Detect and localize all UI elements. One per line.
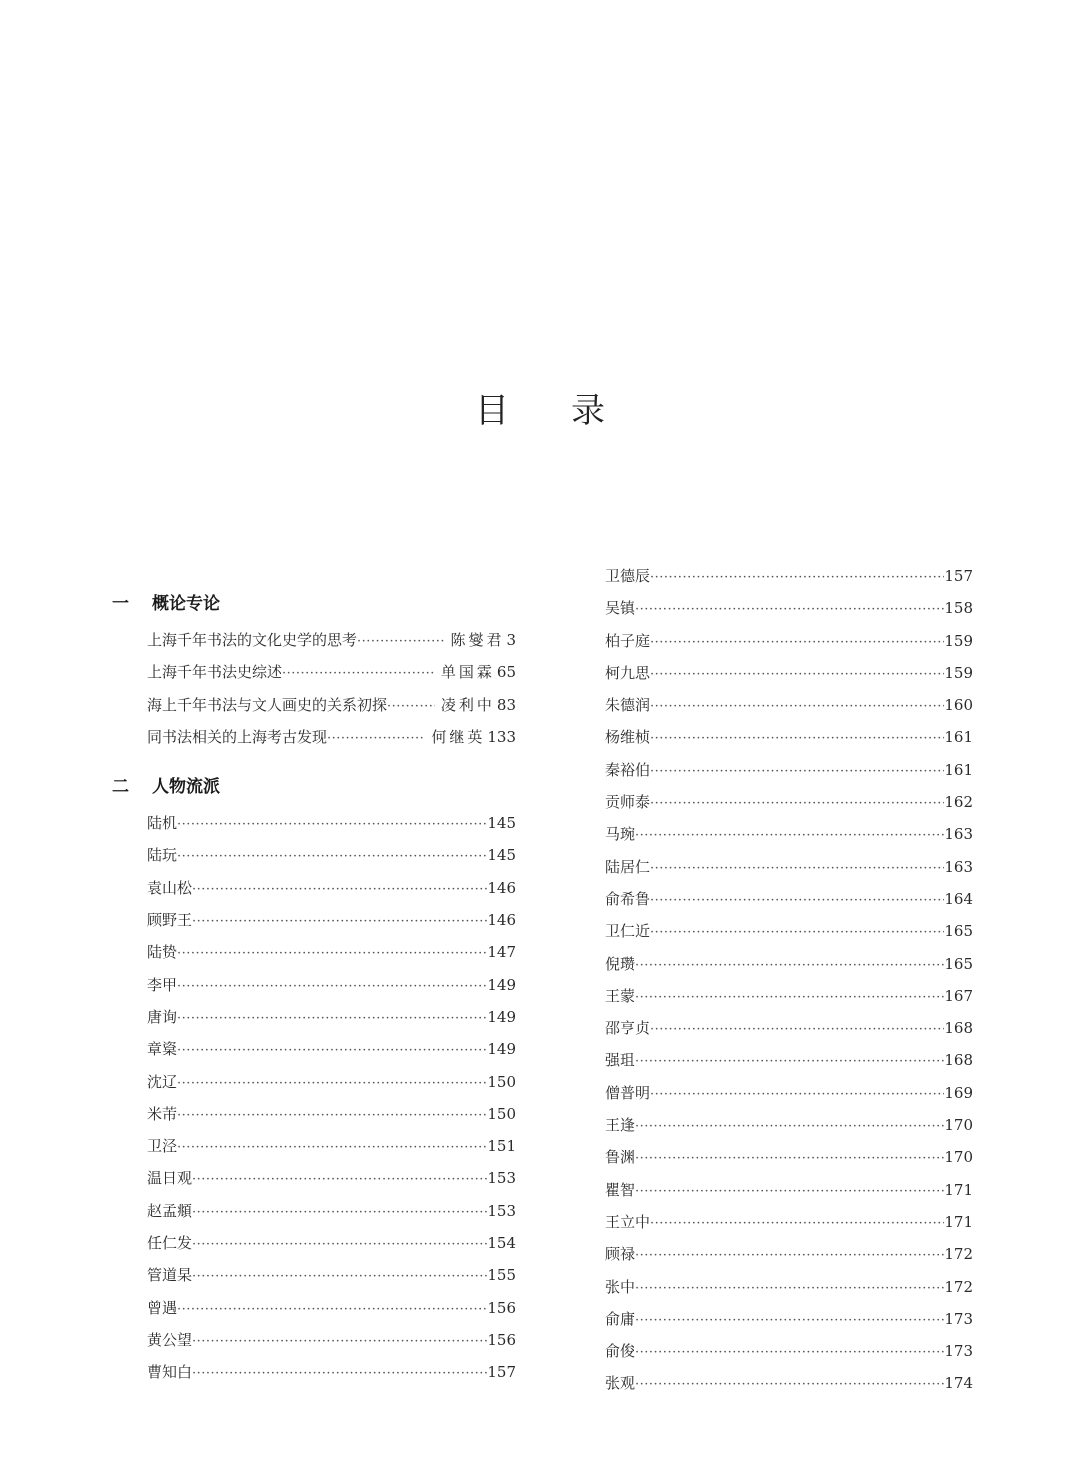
dot-leader [177, 1068, 487, 1098]
entry-page-number: 172 [944, 1277, 973, 1296]
toc-entry[interactable] [147, 1033, 516, 1065]
entry-title: 强珇 [605, 1051, 636, 1070]
entry-page-number: 165 [944, 954, 973, 973]
entry-page-number: 145 [487, 846, 516, 865]
dot-leader [635, 1046, 944, 1076]
entry-page-number: 157 [944, 567, 973, 585]
dot-leader [650, 1014, 944, 1044]
toc-entry[interactable] [605, 1303, 973, 1335]
entry-title: 顾野王 [147, 911, 193, 930]
entry-page-number: 153 [487, 1169, 516, 1188]
dot-leader [635, 982, 944, 1012]
dot-leader [177, 841, 487, 871]
entry-title: 鲁渊 [605, 1148, 636, 1167]
dot-leader [327, 723, 425, 753]
entry-title: 邵亨贞 [605, 1019, 651, 1038]
entry-title: 俞俊 [605, 1342, 636, 1361]
entry-author: 单国霖 [440, 663, 495, 682]
toc-entry[interactable] [147, 1195, 516, 1227]
toc-entry[interactable] [605, 948, 973, 980]
dot-leader [192, 906, 487, 936]
entry-title: 俞庸 [605, 1309, 636, 1328]
toc-entry[interactable] [605, 1238, 973, 1270]
entry-title: 陆玩 [147, 846, 178, 865]
toc-entry[interactable] [147, 1130, 516, 1162]
dot-leader [192, 874, 487, 904]
entry-title: 管道杲 [147, 1266, 193, 1285]
dot-leader [177, 1003, 487, 1033]
dot-leader [635, 1337, 944, 1367]
entry-title: 曹知白 [147, 1363, 193, 1382]
entry-page-number: 168 [944, 1051, 973, 1070]
toc-entry[interactable] [147, 689, 516, 721]
entry-title: 朱德润 [605, 696, 651, 715]
toc-entry[interactable] [605, 1109, 973, 1141]
entry-page-number: 146 [487, 878, 516, 897]
toc-entry-list [605, 560, 973, 1400]
toc-entry[interactable] [147, 1066, 516, 1098]
section-heading [112, 771, 516, 797]
toc-entry[interactable] [605, 1174, 973, 1206]
dot-leader [387, 691, 435, 721]
toc-entry[interactable] [147, 872, 516, 904]
dot-leader [282, 658, 435, 688]
toc-entry[interactable] [147, 1098, 516, 1130]
page-title [0, 391, 1080, 431]
entry-title: 唐询 [147, 1007, 178, 1026]
entry-page-number: 149 [487, 1007, 516, 1026]
dot-leader [192, 1358, 487, 1388]
entry-page-number: 168 [944, 1019, 973, 1038]
dot-leader [650, 885, 944, 915]
toc-entry[interactable] [147, 839, 516, 871]
toc-entry[interactable] [605, 915, 973, 947]
entry-page-number: 147 [487, 943, 516, 962]
section-name: 人物流派 [152, 776, 220, 797]
entry-title: 章楶 [147, 1040, 178, 1059]
dot-leader [192, 1197, 487, 1227]
entry-page-number: 146 [487, 911, 516, 930]
section-spacer [112, 753, 516, 771]
entry-title: 同书法相关的上海考古发现 [147, 727, 328, 746]
entry-title: 曾遇 [147, 1298, 178, 1317]
toc-entry-list [147, 807, 516, 1388]
toc-entry[interactable] [605, 1335, 973, 1367]
entry-page-number: 157 [487, 1363, 516, 1382]
entry-title: 任仁发 [147, 1234, 193, 1253]
entry-title: 俞希鲁 [605, 889, 651, 908]
entry-title: 柯九思 [605, 663, 651, 682]
entry-title: 卫泾 [147, 1137, 178, 1156]
dot-leader [177, 938, 487, 968]
entry-page-number: 156 [487, 1298, 516, 1317]
toc-entry[interactable] [605, 786, 973, 818]
dot-leader [635, 1143, 944, 1173]
entry-title: 顾禄 [605, 1245, 636, 1264]
entry-title: 沈辽 [147, 1072, 178, 1091]
dot-leader [635, 594, 944, 624]
entry-title: 卫仁近 [605, 922, 651, 941]
entry-title: 赵孟頫 [147, 1201, 193, 1220]
entry-page-number: 65 [496, 663, 516, 682]
toc-entry[interactable] [605, 1271, 973, 1303]
entry-title: 王逢 [605, 1116, 636, 1135]
entry-page-number: 159 [944, 663, 973, 682]
dot-leader [177, 1132, 487, 1162]
entry-page-number: 173 [944, 1309, 973, 1328]
entry-page-number: 83 [496, 695, 516, 714]
toc-entry[interactable] [605, 689, 973, 721]
entry-page-number: 154 [487, 1234, 516, 1253]
toc-entry[interactable] [147, 1001, 516, 1033]
entry-title: 杨维桢 [605, 728, 651, 747]
dot-leader [635, 1273, 944, 1303]
entry-author: 陈燮君 [450, 631, 505, 649]
dot-leader [650, 723, 944, 753]
entry-title: 黄公望 [147, 1330, 193, 1349]
dot-leader [650, 853, 944, 883]
toc-entry[interactable] [605, 1141, 973, 1173]
toc-entry[interactable] [605, 818, 973, 850]
toc-entry[interactable] [605, 592, 973, 624]
entry-title: 上海千年书法史综述 [147, 663, 283, 682]
entry-title: 温日观 [147, 1169, 193, 1188]
entry-page-number: 133 [487, 727, 516, 746]
toc-entry[interactable] [605, 1206, 973, 1238]
dot-leader [650, 756, 944, 786]
dot-leader [192, 1229, 487, 1259]
entry-author: 何继英 [431, 727, 486, 746]
dot-leader [650, 788, 944, 818]
toc-entry[interactable] [147, 969, 516, 1001]
toc-entry[interactable] [605, 721, 973, 753]
entry-title: 张观 [605, 1374, 636, 1393]
entry-title: 陆机 [147, 814, 178, 833]
dot-leader [635, 1240, 944, 1270]
toc-entry[interactable] [605, 1077, 973, 1109]
entry-title: 王蒙 [605, 986, 636, 1005]
entry-title: 吴镇 [605, 599, 636, 618]
toc-entry[interactable] [147, 1292, 516, 1324]
entry-page-number: 159 [944, 631, 973, 650]
dot-leader [650, 691, 944, 721]
dot-leader [635, 950, 944, 980]
dot-leader [650, 1208, 944, 1238]
toc-left-column [112, 588, 516, 1389]
toc-right-column [605, 560, 973, 1400]
dot-leader [650, 917, 944, 947]
entry-page-number: 174 [944, 1374, 973, 1393]
title-char-2: 录 [571, 390, 605, 431]
entry-page-number: 164 [944, 889, 973, 908]
entry-title: 柏子庭 [605, 631, 651, 650]
dot-leader [650, 562, 944, 592]
dot-leader [177, 809, 487, 839]
entry-title: 李甲 [147, 975, 178, 994]
dot-leader [650, 659, 944, 689]
entry-author: 凌利中 [440, 695, 495, 714]
entry-page-number: 149 [487, 1040, 516, 1059]
entry-page-number: 151 [487, 1137, 516, 1156]
entry-title: 袁山松 [147, 878, 193, 897]
entry-title: 倪瓒 [605, 954, 636, 973]
toc-entry[interactable] [147, 807, 516, 839]
entry-page-number: 165 [944, 922, 973, 941]
entry-title: 贡师泰 [605, 793, 651, 812]
entry-page-number: 150 [487, 1072, 516, 1091]
entry-page-number: 149 [487, 975, 516, 994]
entry-title: 陆居仁 [605, 857, 651, 876]
toc-entry[interactable] [147, 656, 516, 688]
entry-page-number: 160 [944, 696, 973, 715]
entry-title: 瞿智 [605, 1180, 636, 1199]
dot-leader [650, 627, 944, 657]
toc-entry[interactable] [147, 1259, 516, 1291]
entry-page-number: 161 [944, 760, 973, 779]
entry-title: 陆贽 [147, 943, 178, 962]
dot-leader [650, 1079, 944, 1109]
dot-leader [177, 1035, 487, 1065]
toc-entry[interactable] [605, 657, 973, 689]
dot-leader [357, 626, 444, 656]
entry-title: 海上千年书法与文人画史的关系初探 [147, 695, 388, 714]
entry-page-number: 161 [944, 728, 973, 747]
dot-leader [192, 1261, 487, 1291]
entry-page-number: 170 [944, 1148, 973, 1167]
entry-title: 王立中 [605, 1212, 651, 1231]
entry-page-number: 173 [944, 1342, 973, 1361]
entry-title: 秦裕伯 [605, 760, 651, 779]
entry-page-number: 3 [506, 631, 516, 649]
toc-entry[interactable] [147, 1324, 516, 1356]
entry-page-number: 155 [487, 1266, 516, 1285]
dot-leader [635, 1176, 944, 1206]
dot-leader [635, 820, 944, 850]
dot-leader [192, 1164, 487, 1194]
dot-leader [177, 1294, 487, 1324]
dot-leader [635, 1111, 944, 1141]
entry-page-number: 170 [944, 1116, 973, 1135]
toc-entry[interactable] [605, 754, 973, 786]
entry-page-number: 158 [944, 599, 973, 618]
toc-entry[interactable] [605, 1044, 973, 1076]
title-char-1: 目 [475, 390, 509, 431]
entry-page-number: 153 [487, 1201, 516, 1220]
toc-entry[interactable] [605, 560, 973, 592]
entry-page-number: 171 [944, 1212, 973, 1231]
entry-title: 米芾 [147, 1104, 178, 1123]
section-heading [112, 588, 516, 614]
toc-entry[interactable] [605, 1012, 973, 1044]
entry-page-number: 156 [487, 1330, 516, 1349]
entry-page-number: 163 [944, 857, 973, 876]
dot-leader [635, 1369, 944, 1399]
toc-entry[interactable] [605, 1367, 973, 1399]
entry-page-number: 167 [944, 986, 973, 1005]
dot-leader [177, 1100, 487, 1130]
dot-leader [635, 1305, 944, 1335]
toc-entry[interactable] [147, 936, 516, 968]
entry-page-number: 162 [944, 793, 973, 812]
toc-entry[interactable] [605, 625, 973, 657]
section-number: 二 [112, 776, 129, 797]
entry-page-number: 169 [944, 1083, 973, 1102]
toc-entry[interactable] [147, 1227, 516, 1259]
toc-entry[interactable] [147, 1356, 516, 1388]
entry-title: 张中 [605, 1277, 636, 1296]
toc-entry[interactable] [605, 980, 973, 1012]
entry-title: 马琬 [605, 825, 636, 844]
section-name: 概论专论 [152, 593, 220, 614]
entry-page-number: 145 [487, 814, 516, 833]
toc-entry-list [147, 624, 516, 753]
entry-title: 僧普明 [605, 1083, 651, 1102]
toc-entry[interactable] [147, 721, 516, 753]
entry-title: 上海千年书法的文化史学的思考 [147, 631, 358, 649]
entry-page-number: 163 [944, 825, 973, 844]
toc-entry[interactable] [147, 904, 516, 936]
entry-page-number: 172 [944, 1245, 973, 1264]
toc-entry[interactable] [147, 624, 516, 656]
toc-entry[interactable] [147, 1162, 516, 1194]
dot-leader [177, 971, 487, 1001]
entry-title: 卫德辰 [605, 567, 651, 585]
section-number: 一 [112, 593, 129, 614]
dot-leader [192, 1326, 487, 1356]
entry-page-number: 150 [487, 1104, 516, 1123]
toc-entry[interactable] [605, 851, 973, 883]
entry-page-number: 171 [944, 1180, 973, 1199]
toc-entry[interactable] [605, 883, 973, 915]
